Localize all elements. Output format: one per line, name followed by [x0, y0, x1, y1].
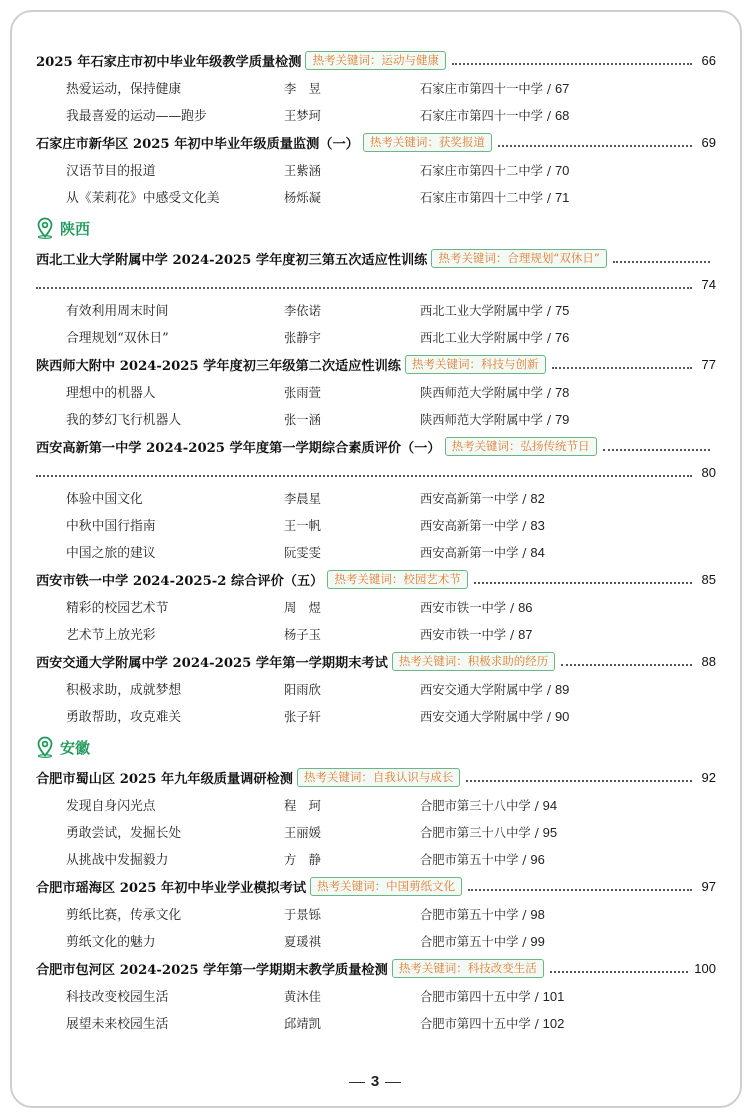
- dot-leader: [603, 449, 710, 451]
- essay-school-page: [420, 383, 716, 401]
- essay-author: 周 煜: [284, 600, 321, 615]
- essay-entry[interactable]: [36, 702, 716, 729]
- slash-separator: /: [518, 934, 531, 949]
- essay-school-page: [420, 796, 716, 814]
- essay-title: 剪纸比赛，传承文化: [66, 908, 182, 923]
- essay-school: 西北工业大学附属中学: [420, 303, 543, 318]
- essay-entry[interactable]: [36, 593, 716, 620]
- exam-title: 西安市铁一中学 2024-2025-2 综合评价（五）: [36, 573, 324, 589]
- essay-school-page: [420, 161, 716, 179]
- essay-author: 程 珂: [284, 798, 321, 813]
- essay-author: 阳雨欣: [284, 682, 321, 697]
- essay-page: 86: [518, 599, 533, 615]
- page-footer: [0, 1073, 750, 1090]
- essay-school-page: [420, 410, 716, 428]
- essay-school-page: [420, 188, 716, 206]
- slash-separator: /: [542, 163, 555, 178]
- slash-separator: /: [518, 852, 531, 867]
- slash-separator: /: [518, 491, 531, 506]
- exam-title: 合肥市蜀山区 2025 年九年级质量调研检测: [36, 771, 293, 787]
- exam-title: 西北工业大学附属中学 2024-2025 学年度初三第五次适应性训练: [36, 252, 428, 268]
- region-heading: [36, 731, 716, 763]
- essay-author: 张子轩: [284, 709, 321, 724]
- page-ref: 77: [701, 356, 716, 372]
- slash-separator: /: [518, 545, 531, 560]
- essay-page: 89: [554, 681, 570, 697]
- essay-school: 合肥市第四十五中学: [420, 989, 531, 1004]
- essay-school: 合肥市第五十中学: [420, 907, 519, 922]
- essay-school-page: [420, 516, 716, 534]
- essay-school: 西北工业大学附属中学: [420, 330, 543, 345]
- essay-entry[interactable]: [36, 1009, 716, 1036]
- essay-page: 101: [542, 988, 565, 1004]
- exam-title: 合肥市包河区 2024-2025 学年第一学期期末教学质量检测: [36, 962, 388, 978]
- footer-dash-right: [385, 1082, 401, 1083]
- page-ref: 85: [701, 571, 716, 587]
- essay-entry[interactable]: [36, 405, 716, 432]
- footer-dash-left: [349, 1082, 365, 1083]
- essay-title: 我的梦幻飞行机器人: [66, 413, 182, 428]
- slash-separator: /: [542, 303, 555, 318]
- essay-school: 合肥市第三十八中学: [420, 825, 531, 840]
- essay-title: 勇敢尝试，发掘长处: [66, 826, 182, 841]
- essay-author: 方 静: [284, 852, 321, 867]
- essay-school: 石家庄市第四十二中学: [420, 190, 543, 205]
- essay-entry[interactable]: [36, 538, 716, 565]
- essay-school-page: [420, 79, 716, 97]
- page-ref: 66: [701, 52, 716, 68]
- essay-school-page: [420, 106, 716, 124]
- essay-page: 83: [530, 517, 545, 533]
- essay-school: 石家庄市第四十二中学: [420, 163, 543, 178]
- exam-title-row[interactable]: [36, 872, 716, 900]
- essay-school: 石家庄市第四十一中学: [420, 81, 543, 96]
- exam-title-row[interactable]: [36, 432, 716, 460]
- essay-page: 68: [554, 107, 570, 123]
- essay-school-page: [420, 489, 716, 507]
- essay-page: 75: [554, 302, 570, 318]
- essay-school: 西安高新第一中学: [420, 518, 519, 533]
- essay-entry[interactable]: [36, 323, 716, 350]
- essay-author: 夏瑗祺: [284, 934, 321, 949]
- slash-separator: /: [542, 682, 555, 697]
- keyword-tag: 热考关键词：自我认识与成长: [297, 768, 461, 787]
- essay-school-page: [420, 301, 716, 319]
- page-ref: 92: [701, 769, 716, 785]
- essay-page: 96: [530, 851, 545, 867]
- essay-school: 合肥市第四十五中学: [420, 1016, 531, 1031]
- essay-entry[interactable]: [36, 511, 716, 538]
- keyword-tag: 热考关键词：合理规划“双休日”: [431, 249, 606, 268]
- exam-title: 2025 年石家庄市初中毕业年级教学质量检测: [36, 54, 302, 70]
- region-name: 安徽: [60, 738, 91, 757]
- essay-school: 西安高新第一中学: [420, 491, 519, 506]
- exam-title: 石家庄市新华区 2025 年初中毕业年级质量监测（一）: [36, 136, 359, 152]
- essay-school-page: [420, 905, 716, 923]
- essay-school-page: [420, 1014, 716, 1032]
- page-ref: 74: [701, 276, 716, 292]
- dot-leader: [452, 63, 692, 65]
- essay-author: 王丽媛: [284, 825, 321, 840]
- keyword-tag: 热考关键词：运动与健康: [305, 51, 446, 70]
- slash-separator: /: [542, 81, 555, 96]
- exam-title-row[interactable]: [36, 128, 716, 156]
- essay-entry[interactable]: [36, 183, 716, 210]
- essay-author: 张一涵: [284, 412, 321, 427]
- essay-entry[interactable]: [36, 484, 716, 511]
- essay-school: 西安市铁一中学: [420, 600, 507, 615]
- dot-leader: [498, 145, 692, 147]
- essay-title: 合理规划“双休日”: [66, 331, 169, 346]
- essay-title: 中秋中国行指南: [66, 519, 156, 534]
- essay-school-page: [420, 932, 716, 950]
- essay-school-page: [420, 850, 716, 868]
- essay-title: 科技改变校园生活: [66, 990, 169, 1005]
- slash-separator: /: [518, 907, 531, 922]
- essay-title: 勇敢帮助，攻克难关: [66, 710, 182, 725]
- essay-author: 李晨星: [284, 491, 321, 506]
- page-ref: 80: [701, 464, 716, 480]
- essay-page: 71: [554, 189, 570, 205]
- slash-separator: /: [542, 385, 555, 400]
- essay-title: 有效利用周末时间: [66, 304, 169, 319]
- table-of-contents: [36, 46, 716, 1036]
- essay-school: 合肥市第五十中学: [420, 934, 519, 949]
- keyword-tag: 热考关键词：校园艺术节: [327, 570, 468, 589]
- essay-author: 王一帆: [284, 518, 321, 533]
- slash-separator: /: [542, 108, 555, 123]
- exam-title-row[interactable]: [36, 350, 716, 378]
- dot-leader: [468, 889, 692, 891]
- essay-page: 84: [530, 544, 545, 560]
- essay-entry[interactable]: [36, 791, 716, 818]
- essay-school-page: [420, 680, 716, 698]
- slash-separator: /: [542, 330, 555, 345]
- keyword-tag: 热考关键词：获奖报道: [363, 133, 492, 152]
- essay-title: 中国之旅的建议: [66, 546, 156, 561]
- essay-school-page: [420, 598, 716, 616]
- essay-title: 精彩的校园艺术节: [66, 601, 169, 616]
- essay-author: 王紫涵: [284, 163, 321, 178]
- essay-school: 合肥市第三十八中学: [420, 798, 531, 813]
- essay-author: 张静宇: [284, 330, 321, 345]
- essay-entry[interactable]: [36, 378, 716, 405]
- exam-title: 合肥市瑶海区 2025 年初中毕业学业模拟考试: [36, 880, 307, 896]
- essay-page: 82: [530, 490, 545, 506]
- keyword-tag: 热考关键词：科技改变生活: [392, 959, 544, 978]
- essay-author: 杨子玉: [284, 627, 321, 642]
- dot-leader: [36, 287, 692, 289]
- essay-page: 98: [530, 906, 545, 922]
- location-pin-icon: [36, 736, 54, 758]
- essay-school: 西安市铁一中学: [420, 627, 507, 642]
- slash-separator: /: [542, 412, 555, 427]
- essay-title: 展望未来校园生活: [66, 1017, 169, 1032]
- essay-school-page: [420, 543, 716, 561]
- essay-school-page: [420, 625, 716, 643]
- region-heading: [36, 212, 716, 244]
- dot-leader: [474, 582, 692, 584]
- essay-entry[interactable]: [36, 675, 716, 702]
- essay-page: 78: [554, 384, 570, 400]
- page-number: 3: [370, 1073, 380, 1090]
- slash-separator: /: [530, 1016, 543, 1031]
- dot-leader: [466, 780, 692, 782]
- essay-entry[interactable]: [36, 296, 716, 323]
- essay-page: 95: [542, 824, 558, 840]
- essay-author: 王梦珂: [284, 108, 321, 123]
- essay-entry[interactable]: [36, 927, 716, 954]
- slash-separator: /: [506, 627, 519, 642]
- slash-separator: /: [542, 190, 555, 205]
- dot-leader: [550, 971, 688, 973]
- essay-entry[interactable]: [36, 101, 716, 128]
- keyword-tag: 热考关键词：科技与创新: [405, 355, 546, 374]
- essay-entry[interactable]: [36, 900, 716, 927]
- dot-leader: [613, 261, 710, 263]
- keyword-tag: 热考关键词：积极求助的经历: [392, 652, 556, 671]
- essay-school-page: [420, 328, 716, 346]
- page-ref: 100: [694, 960, 716, 976]
- slash-separator: /: [530, 989, 543, 1004]
- essay-school: 西安交通大学附属中学: [420, 709, 543, 724]
- essay-school-page: [420, 823, 716, 841]
- essay-title: 剪纸文化的魅力: [66, 935, 156, 950]
- essay-school: 西安高新第一中学: [420, 545, 519, 560]
- slash-separator: /: [530, 798, 543, 813]
- exam-title-row[interactable]: [36, 46, 716, 74]
- essay-school: 石家庄市第四十一中学: [420, 108, 543, 123]
- exam-title-row[interactable]: [36, 763, 716, 791]
- essay-author: 邱靖凯: [284, 1016, 321, 1031]
- essay-title: 从挑战中发掘毅力: [66, 853, 169, 868]
- exam-title-leader-row: [36, 272, 716, 296]
- dot-leader: [36, 475, 692, 477]
- essay-entry[interactable]: [36, 74, 716, 101]
- essay-school: 陕西师范大学附属中学: [420, 412, 543, 427]
- essay-author: 李 昱: [284, 81, 321, 96]
- dot-leader: [552, 367, 693, 369]
- dot-leader: [561, 664, 692, 666]
- exam-title: 西安交通大学附属中学 2024-2025 学年第一学期期末考试: [36, 655, 388, 671]
- exam-title-row[interactable]: [36, 954, 716, 982]
- essay-author: 李依诺: [284, 303, 321, 318]
- exam-title: 陕西师大附中 2024-2025 学年度初三年级第二次适应性训练: [36, 358, 401, 374]
- essay-entry[interactable]: [36, 818, 716, 845]
- essay-author: 阮雯雯: [284, 545, 321, 560]
- essay-page: 79: [554, 411, 570, 427]
- essay-entry[interactable]: [36, 982, 716, 1009]
- essay-school: 合肥市第五十中学: [420, 852, 519, 867]
- essay-title: 我最喜爱的运动——跑步: [66, 109, 207, 124]
- essay-title: 体验中国文化: [66, 492, 143, 507]
- essay-title: 汉语节目的报道: [66, 164, 156, 179]
- essay-entry[interactable]: [36, 156, 716, 183]
- page-ref: 69: [701, 134, 716, 150]
- essay-school: 西安交通大学附属中学: [420, 682, 543, 697]
- essay-title: 理想中的机器人: [66, 386, 156, 401]
- essay-title: 艺术节上放光彩: [66, 628, 156, 643]
- essay-page: 76: [554, 329, 570, 345]
- essay-page: 102: [542, 1015, 565, 1031]
- essay-title: 积极求助，成就梦想: [66, 683, 182, 698]
- essay-author: 张雨萱: [284, 385, 321, 400]
- essay-page: 99: [530, 933, 545, 949]
- exam-title: 西安高新第一中学 2024-2025 学年度第一学期综合素质评价（一）: [36, 440, 441, 456]
- page-ref: 97: [701, 878, 716, 894]
- slash-separator: /: [518, 518, 531, 533]
- slash-separator: /: [506, 600, 519, 615]
- essay-author: 杨烁凝: [284, 190, 321, 205]
- essay-school: 陕西师范大学附属中学: [420, 385, 543, 400]
- slash-separator: /: [530, 825, 543, 840]
- essay-title: 发现自身闪光点: [66, 799, 156, 814]
- essay-author: 于景铄: [284, 907, 321, 922]
- location-pin-icon: [36, 217, 54, 239]
- region-name: 陕西: [60, 219, 91, 238]
- slash-separator: /: [542, 709, 555, 724]
- essay-author: 黄沐佳: [284, 989, 321, 1004]
- keyword-tag: 热考关键词：中国剪纸文化: [310, 877, 462, 896]
- keyword-tag: 热考关键词：弘扬传统节日: [445, 437, 597, 456]
- essay-title: 热爱运动，保持健康: [66, 82, 182, 97]
- exam-title-row[interactable]: [36, 565, 716, 593]
- essay-school-page: [420, 987, 716, 1005]
- essay-page: 87: [518, 626, 533, 642]
- essay-title: 从《茉莉花》中感受文化美: [66, 191, 220, 206]
- essay-page: 94: [542, 797, 558, 813]
- essay-page: 67: [554, 80, 570, 96]
- essay-page: 70: [554, 162, 570, 178]
- exam-title-leader-row: [36, 460, 716, 484]
- exam-title-row[interactable]: [36, 244, 716, 272]
- essay-entry[interactable]: [36, 845, 716, 872]
- essay-entry[interactable]: [36, 620, 716, 647]
- essay-page: 90: [554, 708, 570, 724]
- page-ref: 88: [701, 653, 716, 669]
- essay-school-page: [420, 707, 716, 725]
- exam-title-row[interactable]: [36, 647, 716, 675]
